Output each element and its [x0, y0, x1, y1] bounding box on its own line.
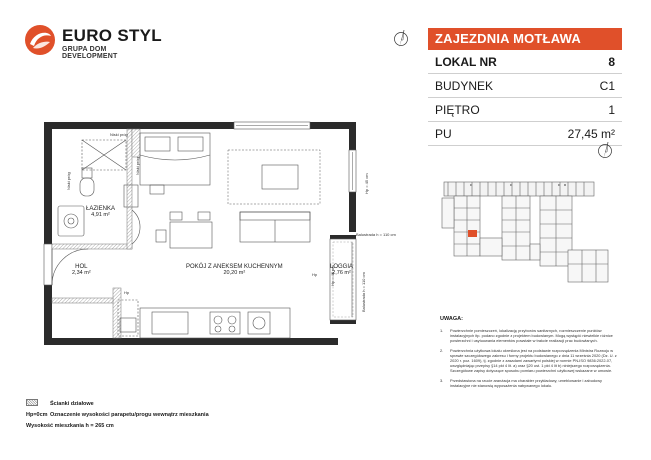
- legend-symbol: Hp=0cm: [26, 411, 48, 418]
- info-value: 8: [608, 54, 615, 69]
- hp-marker: Hp: [124, 290, 130, 295]
- room-label-bathroom: [86, 206, 115, 218]
- note-number: 3.: [440, 377, 444, 383]
- note-number: 2.: [440, 347, 444, 353]
- sill-height-label: Hp = 45 cm: [330, 265, 335, 286]
- room-name: LOGGIA: [330, 264, 354, 270]
- info-label: PIĘTRO: [435, 102, 480, 117]
- notes-title: UWAGA:: [440, 316, 463, 322]
- info-label: PU: [435, 126, 452, 141]
- room-area: 4,91 m²: [91, 212, 110, 218]
- info-value: 1: [608, 102, 615, 117]
- threshold-label: Niski próg: [135, 157, 140, 175]
- room-name: ŁAZIENKA: [86, 206, 116, 212]
- note-text: Przedstawiona na rzucie aranżacja ma charakter przykładowy, umeblowanie i zabudowy instalacyjne nie stanowią wyposażenia nabywanego lokalu.: [450, 377, 602, 388]
- brand-tagline: GRUPA DOM DEVELOPMENT: [62, 46, 118, 60]
- legend-text: Oznaczenie wysokości parapetu/progu wewnątrz mieszkania: [50, 411, 209, 418]
- legend-text: Ścianki działowe: [50, 400, 94, 407]
- room-label-hall: [72, 264, 91, 276]
- info-label: BUDYNEK: [435, 78, 494, 93]
- room-area: 2,76 m²: [332, 270, 351, 276]
- note-text: Powierzchnia użytkowa lokalu określona jest na podstawie rozporządzenia Ministra Rozwoju w sprawie szczegółowego zakresu i formy projektu budowlanego z dnia 11 września 2020 (Dz. U. z 2020 r. poz. 1609), tj. zgodnie z zasadami zawartymi polskiej w normie PN-ISO 9836:2022-07, uwzględniając przepisy §14 pkt 4 lit. a) oraz §20 ust. 1 pkt 4 lit b) niniejszego rozporządzenia. Szczegółowe zapisy dotyczące sposobu pomiaru powierzchni użytkowej wskazane w umowie.: [450, 347, 617, 374]
- room-label-living: [186, 264, 283, 276]
- note-text: Powierzchnie pomieszczeń, lokalizację przyborów sanitarnych, rozmieszczenie punktów instalacyjnych itp. podano zgodnie z projektem budowlanym. Mogą wystąpić niewielkie różnice powierzchni i usytuowania elementów powstałe w trakcie realizacji prac budowlanych.: [450, 328, 613, 344]
- room-area: 2,34 m²: [72, 270, 91, 276]
- room-name: HOL: [75, 264, 88, 270]
- room-name: POKÓJ Z ANEKSEM KUCHENNYM: [186, 264, 283, 270]
- balustrade-label: Balustrada h = 110 cm: [356, 232, 396, 237]
- info-value: 27,45 m²: [567, 126, 615, 141]
- brand-name: EURO STYL: [62, 26, 162, 45]
- sill-height-label: Hp = 45 cm: [364, 173, 369, 194]
- hp-marker: Hp: [312, 272, 318, 277]
- note-number: 1.: [440, 328, 444, 333]
- legend-text: Wysokość mieszkania h = 265 cm: [26, 422, 114, 429]
- info-value: C1: [599, 78, 615, 93]
- project-title: ZAJEZDNIA MOTŁAWA: [428, 28, 622, 50]
- threshold-label: Niski próg: [66, 172, 71, 190]
- threshold-label: Niski próg: [110, 132, 128, 137]
- balustrade-label: Balustrada h = 110 cm: [361, 272, 366, 312]
- info-label: LOKAL NR: [435, 54, 497, 69]
- room-area: 20,20 m²: [223, 270, 246, 276]
